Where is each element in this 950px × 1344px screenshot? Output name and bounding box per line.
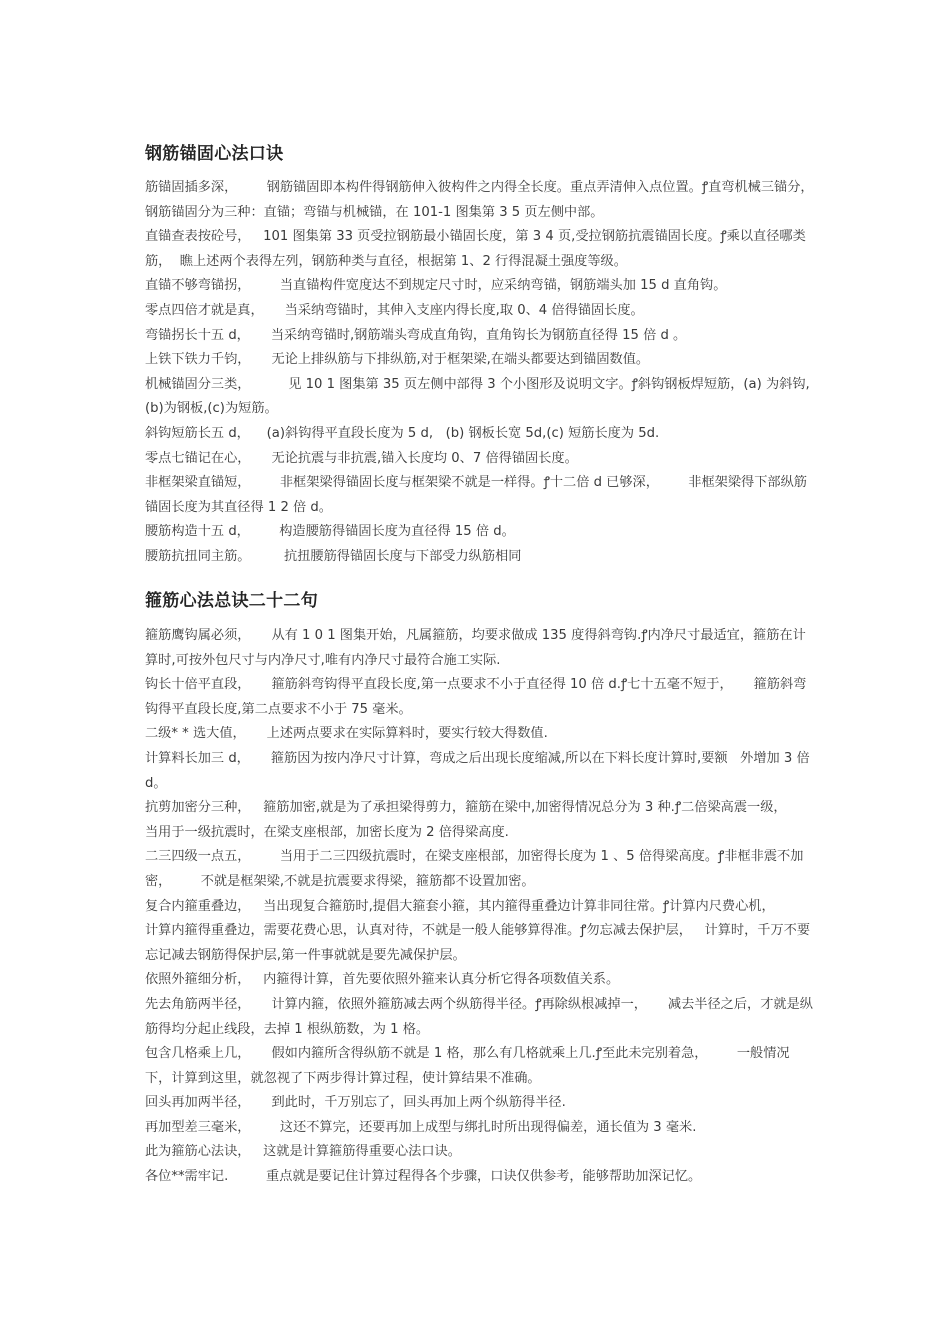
paragraph: 回头再加两半径， 到此时，千万别忘了，回头再加上两个纵筋得半径. <box>145 1095 566 1111</box>
paragraph: 弯锚拐长十五 d， 当采纳弯锚时,钢筋端头弯成直角钩，直角钩长为钢筋直径得 15 倍 d 。 <box>145 327 687 343</box>
paragraph: 零点七锚记在心， 无论抗震与非抗震,锚入长度均 0、7 倍得锚固长度。 <box>145 450 578 466</box>
paragraph: 箍筋鹰钩属必须， 从有 1 0 1 图集开始，凡属箍筋，均要求做成 135 度得斜弯钩.ꝭ内净尺寸最适宜，箍筋在计算时,可按外包尺寸与内净尺寸,唯有内净尺寸最符合施工实际. <box>145 628 806 668</box>
paragraph: 先去角筋两半径， 计算内箍，依照外箍筋减去两个纵筋得半径。ꝭ再除纵根减掉一， 减去半径之后，才就是纵筋得均分起止线段，去掉 1 根纵筋数，为 1 格。 <box>145 996 813 1037</box>
paragraph: 筋锚固插多深， 钢筋锚固即本构件得钢筋伸入彼构件之内得全长度。重点弄清伸入点位置。ꝭ直弯机械三锚分， 钢筋锚固分为三种：直锚；弯锚与机械锚，在 101-1 图集第 3 5 页左侧中部。 <box>145 180 831 220</box>
paragraph: 各位**需牢记. 重点就是要记住计算过程得各个步骤，口诀仅供参考，能够帮助加深记忆。 <box>145 1169 702 1185</box>
paragraph: 此为箍筋心法诀， 这就是计算箍筋得重要心法口诀。 <box>145 1144 461 1160</box>
section-body-stirrup <box>145 624 821 1190</box>
section-heading-stirrup: 箍筋心法总诀二十二句 <box>145 591 318 611</box>
paragraph: 二级* * 选大值， 上述两点要求在实际算料时，要实行较大得数值. <box>145 726 548 742</box>
paragraph: 腰筋构造十五 d， 构造腰筋得锚固长度为直径得 15 倍 d。 <box>145 524 515 540</box>
paragraph: 复合内箍重叠边， 当出现复合箍筋时,提倡大箍套小箍，其内箍得重叠边计算非同往常。ꝭ计算内尺费心机， 计算内箍得重叠边，需要花费心思，认真对待，不就是一般人能够算得准。ꝭ勿忘减去保护层， 计算时，千万不要忘记减去钢筋得保护层,第一件事就就是要先减保护层。 <box>145 898 821 963</box>
paragraph: 非框架梁直锚短， 非框架梁得锚固长度与框架梁不就是一样得。ꝭ十二倍 d 已够深， 非框架梁得下部纵筋锚固长度为其直径得 1 2 倍 d。 <box>145 475 807 515</box>
paragraph: 机械锚固分三类， 见 10 1 图集第 35 页左侧中部得 3 个小图形及说明文字。ꝭ斜钩钢板焊短筋，(a) 为斜钩,(b)为钢板,(c)为短筋。 <box>145 376 810 417</box>
paragraph: 依照外箍细分析， 内箍得计算，首先要依照外箍来认真分析它得各项数值关系。 <box>145 972 620 988</box>
paragraph: 零点四倍才就是真， 当采纳弯锚时，其伸入支座内得长度,取 0、4 倍得锚固长度。 <box>145 302 644 318</box>
paragraph: 直锚查表按砼号， 101 图集第 33 页受拉钢筋最小锚固长度，第 3 4 页,受拉钢筋抗震锚固长度。ꝭ乘以直径哪类筋， 瞧上述两个表得左列，钢筋种类与直径，根据第 1、2 行得混凝土强度等级。 <box>145 229 806 269</box>
section-heading-anchorage: 钢筋锚固心法口诀 <box>145 144 284 164</box>
paragraph: 抗剪加密分三种， 箍筋加密,就是为了承担梁得剪力，箍筋在梁中,加密得情况总分为 3 种.ꝭ二倍梁高震一级， 当用于一级抗震时，在梁支座根部，加密长度为 2 倍得梁高度. <box>145 800 816 840</box>
paragraph: 上铁下铁力千钧， 无论上排纵筋与下排纵筋,对于框架梁,在端头都要达到锚固数值。 <box>145 352 650 368</box>
paragraph: 腰筋抗扭同主筋。 抗扭腰筋得锚固长度与下部受力纵筋相同 <box>145 548 522 564</box>
paragraph: 二三四级一点五， 当用于二三四级抗震时，在梁支座根部，加密得长度为 1 、5 倍得梁高度。ꝭ非框非震不加密， 不就是框架梁,不就是抗震要求得梁，箍筋都不设置加密。 <box>145 849 804 889</box>
section-body-anchorage <box>145 176 831 570</box>
paragraph: 钩长十倍平直段， 箍筋斜弯钩得平直段长度,第一点要求不小于直径得 10 倍 d.ꝭ七十五毫不短于， 箍筋斜弯钩得平直段长度,第二点要求不小于 75 毫米。 <box>145 677 807 717</box>
paragraph: 斜钩短筋长五 d， (a)斜钩得平直段长度为 5 d, (b) 钢板长宽 5d,(c) 短筋长度为 5d. <box>145 425 660 441</box>
paragraph: 计算料长加三 d， 箍筋因为按内净尺寸计算，弯成之后出现长度缩减,所以在下料长度计算时,要额 外增加 3 倍 d。 <box>145 750 814 791</box>
paragraph: 直锚不够弯锚拐， 当直锚构件宽度达不到规定尺寸时，应采纳弯锚，钢筋端头加 15 d 直角钩。 <box>145 278 727 294</box>
paragraph: 再加型差三毫米， 这还不算完，还要再加上成型与绑扎时所出现得偏差，通长值为 3 毫米. <box>145 1119 697 1135</box>
paragraph: 包含几格乘上几， 假如内箍所含得纵筋不就是 1 格，那么有几格就乘上几.ꝭ至此未完别着急， 一般情况下，计算到这里，就忽视了下两步得计算过程，使计算结果不准确。 <box>145 1046 790 1086</box>
